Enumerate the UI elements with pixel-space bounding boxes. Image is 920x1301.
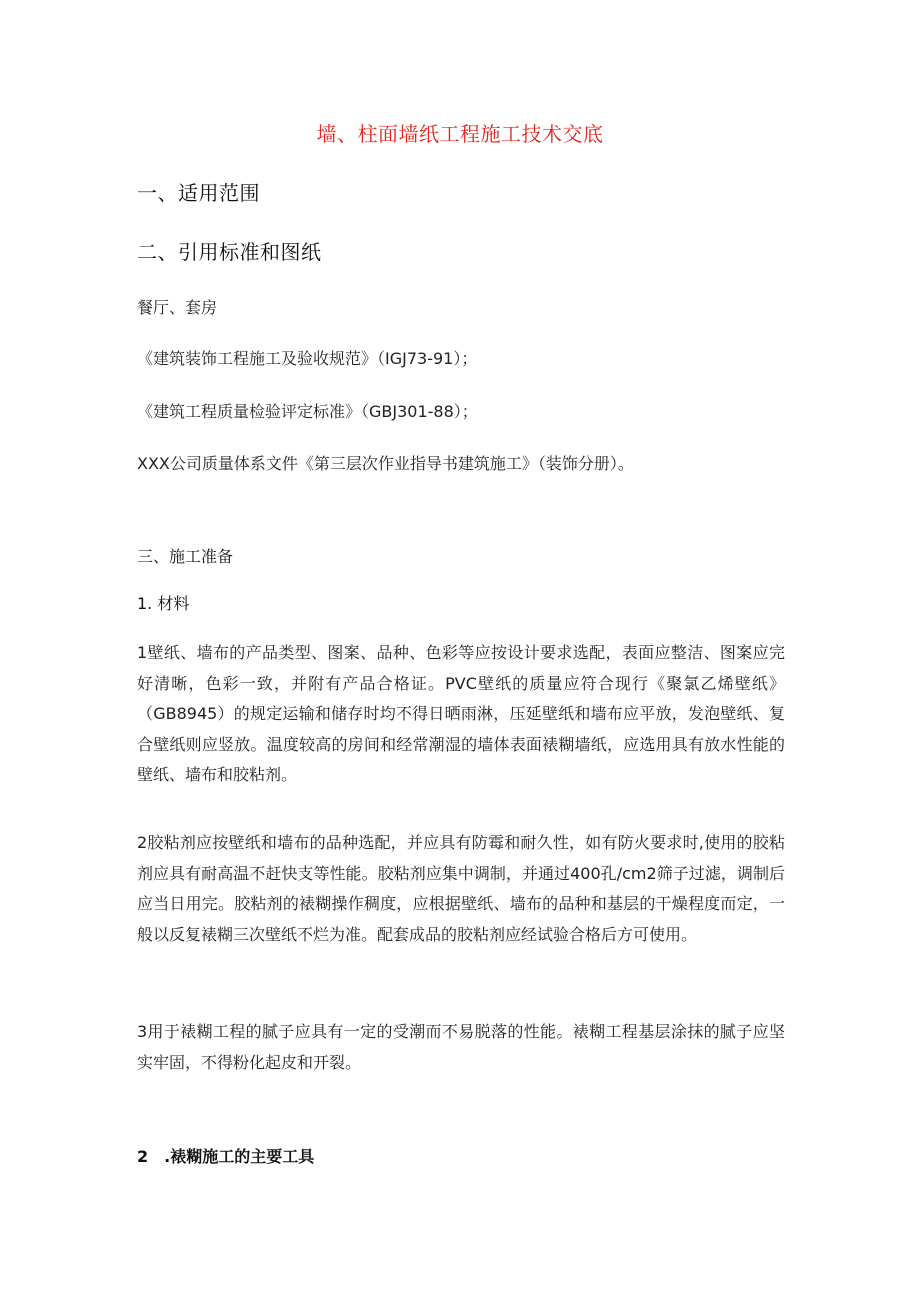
section-heading-preparation: 三、施工准备 — [137, 547, 234, 566]
materials-paragraph-1: 1壁纸、墙布的产品类型、图案、品种、色彩等应按设计要求选配，表面应整洁、图案应完好清晰，色彩一致，并附有产品合格证。PVC壁纸的质量应符合现行《聚氯乙烯壁纸》（GB8945）的规定运输和储存时均不得日晒雨淋，压延壁纸和墙布应平放，发泡壁纸、复合壁纸则应竖放。温度较高的房间和经常潮湿的墙体表面裱糊墙纸，应选用具有放水性能的壁纸、墙布和胶粘剂。 — [137, 643, 785, 784]
section-heading-standards: 二、引用标准和图纸 — [137, 240, 322, 264]
subsection-heading-tools: 2 .裱糊施工的主要工具 — [137, 1147, 315, 1166]
materials-paragraph-2: 2胶粘剂应按壁纸和墙布的品种选配，并应具有防霉和耐久性，如有防火要求时,使用的胶粘剂应具有耐高温不赶快支等性能。胶粘剂应集中调制，并通过400孔/cm2筛子过滤，调制后应当日用完。胶粘剂的裱糊操作稠度，应根据壁纸、墙布的品种和基层的干燥程度而定，一般以反复裱糊三次壁纸不烂为准。配套成品的胶粘剂应经试验合格后方可使用。 — [137, 833, 785, 944]
subsection-heading-materials: 1. 材料 — [137, 594, 190, 613]
standards-line-company-doc: XXX公司质量体系文件《第三层次作业指导书建筑施工》（装饰分册）。 — [137, 454, 634, 473]
section-heading-scope: 一、适用范围 — [137, 181, 260, 205]
document-title: 墙、柱面墙纸工程施工技术交底 — [316, 122, 604, 146]
materials-paragraph-3: 3用于裱糊工程的腻子应具有一定的受潮而不易脱落的性能。裱糊工程基层涂抹的腻子应坚实牢固，不得粉化起皮和开裂。 — [137, 1022, 785, 1072]
standards-line-quality: 《建筑工程质量检验评定标准》（GBJ301-88）； — [137, 402, 478, 421]
standards-line-location: 餐厅、套房 — [137, 298, 218, 317]
standards-line-spec: 《建筑装饰工程施工及验收规范》（IGJ73-91）； — [137, 349, 478, 368]
